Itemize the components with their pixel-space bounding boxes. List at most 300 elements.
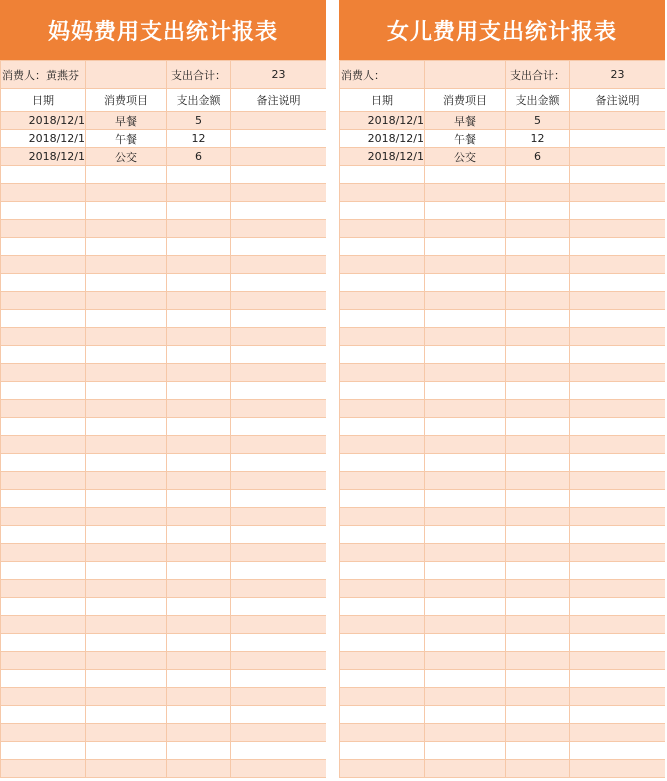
empty-cell[interactable] [167, 508, 231, 526]
empty-cell[interactable] [570, 364, 666, 382]
empty-cell[interactable] [167, 580, 231, 598]
empty-cell[interactable] [1, 292, 86, 310]
empty-cell[interactable] [231, 688, 327, 706]
empty-cell[interactable] [340, 544, 425, 562]
empty-cell[interactable] [1, 346, 86, 364]
empty-cell[interactable] [231, 508, 327, 526]
empty-cell[interactable] [167, 598, 231, 616]
empty-cell[interactable] [231, 670, 327, 688]
total-value-cell[interactable]: 23 [570, 61, 666, 89]
empty-cell[interactable] [231, 346, 327, 364]
empty-cell[interactable] [506, 562, 570, 580]
empty-cell[interactable] [506, 454, 570, 472]
empty-cell[interactable] [86, 562, 167, 580]
empty-cell[interactable] [167, 634, 231, 652]
consumer-cell[interactable]: 消费人： [340, 61, 425, 89]
empty-cell[interactable] [1, 364, 86, 382]
header-item[interactable]: 消费项目 [86, 89, 167, 112]
empty-cell[interactable] [506, 598, 570, 616]
empty-cell[interactable] [506, 220, 570, 238]
empty-cell[interactable] [86, 724, 167, 742]
empty-cell[interactable] [231, 724, 327, 742]
empty-cell[interactable] [167, 760, 231, 778]
empty-cell[interactable] [506, 544, 570, 562]
empty-cell[interactable] [425, 760, 506, 778]
empty-cell[interactable] [167, 724, 231, 742]
empty-cell[interactable] [425, 274, 506, 292]
empty-cell[interactable] [167, 670, 231, 688]
empty-cell[interactable] [570, 490, 666, 508]
empty-cell[interactable] [340, 508, 425, 526]
empty-cell[interactable] [86, 166, 167, 184]
empty-cell[interactable] [167, 526, 231, 544]
empty-cell[interactable] [570, 706, 666, 724]
empty-cell[interactable] [167, 238, 231, 256]
empty-cell[interactable] [570, 256, 666, 274]
empty-cell[interactable] [506, 490, 570, 508]
consumer-blank-cell[interactable] [425, 61, 506, 89]
empty-cell[interactable] [231, 760, 327, 778]
empty-cell[interactable] [570, 166, 666, 184]
empty-cell[interactable] [86, 652, 167, 670]
empty-cell[interactable] [425, 328, 506, 346]
empty-cell[interactable] [570, 598, 666, 616]
header-item[interactable]: 消费项目 [425, 89, 506, 112]
empty-cell[interactable] [340, 616, 425, 634]
empty-cell[interactable] [1, 184, 86, 202]
empty-cell[interactable] [86, 616, 167, 634]
consumer-cell[interactable]: 消费人：黄燕芬 [1, 61, 86, 89]
empty-cell[interactable] [167, 616, 231, 634]
empty-cell[interactable] [506, 346, 570, 364]
empty-cell[interactable] [1, 220, 86, 238]
empty-cell[interactable] [425, 490, 506, 508]
empty-cell[interactable] [340, 670, 425, 688]
empty-cell[interactable] [506, 364, 570, 382]
item-cell[interactable]: 公交 [425, 148, 506, 166]
empty-cell[interactable] [570, 328, 666, 346]
empty-cell[interactable] [340, 256, 425, 274]
empty-cell[interactable] [1, 400, 86, 418]
empty-cell[interactable] [1, 616, 86, 634]
empty-cell[interactable] [425, 166, 506, 184]
empty-cell[interactable] [506, 472, 570, 490]
empty-cell[interactable] [167, 256, 231, 274]
empty-cell[interactable] [86, 490, 167, 508]
note-cell[interactable] [231, 112, 327, 130]
empty-cell[interactable] [1, 724, 86, 742]
empty-cell[interactable] [86, 436, 167, 454]
empty-cell[interactable] [1, 382, 86, 400]
empty-cell[interactable] [425, 724, 506, 742]
empty-cell[interactable] [1, 472, 86, 490]
empty-cell[interactable] [340, 202, 425, 220]
empty-cell[interactable] [86, 526, 167, 544]
empty-cell[interactable] [86, 256, 167, 274]
empty-cell[interactable] [231, 472, 327, 490]
empty-cell[interactable] [425, 544, 506, 562]
empty-cell[interactable] [570, 418, 666, 436]
empty-cell[interactable] [570, 202, 666, 220]
empty-cell[interactable] [231, 652, 327, 670]
empty-cell[interactable] [167, 382, 231, 400]
empty-cell[interactable] [1, 544, 86, 562]
empty-cell[interactable] [570, 382, 666, 400]
empty-cell[interactable] [570, 274, 666, 292]
empty-cell[interactable] [340, 580, 425, 598]
empty-cell[interactable] [86, 364, 167, 382]
empty-cell[interactable] [231, 274, 327, 292]
empty-cell[interactable] [231, 598, 327, 616]
empty-cell[interactable] [570, 688, 666, 706]
empty-cell[interactable] [231, 238, 327, 256]
empty-cell[interactable] [86, 634, 167, 652]
empty-cell[interactable] [570, 436, 666, 454]
empty-cell[interactable] [506, 166, 570, 184]
empty-cell[interactable] [425, 706, 506, 724]
empty-cell[interactable] [231, 256, 327, 274]
empty-cell[interactable] [167, 688, 231, 706]
date-cell[interactable]: 2018/12/1 [1, 148, 86, 166]
empty-cell[interactable] [1, 652, 86, 670]
empty-cell[interactable] [425, 742, 506, 760]
empty-cell[interactable] [231, 616, 327, 634]
empty-cell[interactable] [570, 472, 666, 490]
empty-cell[interactable] [86, 580, 167, 598]
empty-cell[interactable] [231, 580, 327, 598]
amount-cell[interactable]: 12 [506, 130, 570, 148]
empty-cell[interactable] [340, 454, 425, 472]
date-cell[interactable]: 2018/12/1 [1, 130, 86, 148]
item-cell[interactable]: 午餐 [425, 130, 506, 148]
empty-cell[interactable] [570, 526, 666, 544]
empty-cell[interactable] [1, 418, 86, 436]
empty-cell[interactable] [506, 184, 570, 202]
empty-cell[interactable] [340, 328, 425, 346]
empty-cell[interactable] [425, 616, 506, 634]
empty-cell[interactable] [425, 472, 506, 490]
empty-cell[interactable] [425, 652, 506, 670]
empty-cell[interactable] [167, 562, 231, 580]
empty-cell[interactable] [340, 436, 425, 454]
empty-cell[interactable] [425, 598, 506, 616]
empty-cell[interactable] [340, 526, 425, 544]
empty-cell[interactable] [425, 634, 506, 652]
note-cell[interactable] [231, 130, 327, 148]
empty-cell[interactable] [340, 760, 425, 778]
empty-cell[interactable] [340, 274, 425, 292]
empty-cell[interactable] [425, 202, 506, 220]
empty-cell[interactable] [506, 634, 570, 652]
empty-cell[interactable] [1, 706, 86, 724]
empty-cell[interactable] [570, 652, 666, 670]
empty-cell[interactable] [570, 562, 666, 580]
empty-cell[interactable] [570, 238, 666, 256]
empty-cell[interactable] [506, 238, 570, 256]
empty-cell[interactable] [506, 616, 570, 634]
empty-cell[interactable] [506, 418, 570, 436]
empty-cell[interactable] [1, 688, 86, 706]
empty-cell[interactable] [570, 400, 666, 418]
empty-cell[interactable] [231, 310, 327, 328]
empty-cell[interactable] [570, 724, 666, 742]
date-cell[interactable]: 2018/12/1 [340, 130, 425, 148]
empty-cell[interactable] [1, 598, 86, 616]
empty-cell[interactable] [506, 508, 570, 526]
empty-cell[interactable] [1, 256, 86, 274]
empty-cell[interactable] [167, 742, 231, 760]
empty-cell[interactable] [340, 310, 425, 328]
empty-cell[interactable] [231, 562, 327, 580]
empty-cell[interactable] [231, 328, 327, 346]
empty-cell[interactable] [231, 292, 327, 310]
empty-cell[interactable] [340, 598, 425, 616]
amount-cell[interactable]: 5 [167, 112, 231, 130]
empty-cell[interactable] [425, 508, 506, 526]
empty-cell[interactable] [86, 202, 167, 220]
empty-cell[interactable] [167, 490, 231, 508]
empty-cell[interactable] [570, 616, 666, 634]
empty-cell[interactable] [425, 562, 506, 580]
empty-cell[interactable] [231, 436, 327, 454]
empty-cell[interactable] [167, 184, 231, 202]
empty-cell[interactable] [86, 706, 167, 724]
empty-cell[interactable] [506, 400, 570, 418]
empty-cell[interactable] [86, 382, 167, 400]
empty-cell[interactable] [1, 634, 86, 652]
empty-cell[interactable] [86, 670, 167, 688]
empty-cell[interactable] [340, 166, 425, 184]
amount-cell[interactable]: 5 [506, 112, 570, 130]
note-cell[interactable] [570, 148, 666, 166]
empty-cell[interactable] [506, 652, 570, 670]
empty-cell[interactable] [340, 490, 425, 508]
empty-cell[interactable] [167, 400, 231, 418]
empty-cell[interactable] [1, 166, 86, 184]
empty-cell[interactable] [340, 706, 425, 724]
empty-cell[interactable] [167, 418, 231, 436]
note-cell[interactable] [231, 148, 327, 166]
empty-cell[interactable] [570, 670, 666, 688]
empty-cell[interactable] [506, 580, 570, 598]
amount-cell[interactable]: 12 [167, 130, 231, 148]
empty-cell[interactable] [506, 328, 570, 346]
empty-cell[interactable] [86, 544, 167, 562]
empty-cell[interactable] [506, 526, 570, 544]
empty-cell[interactable] [425, 688, 506, 706]
empty-cell[interactable] [86, 688, 167, 706]
empty-cell[interactable] [167, 346, 231, 364]
empty-cell[interactable] [506, 706, 570, 724]
item-cell[interactable]: 午餐 [86, 130, 167, 148]
empty-cell[interactable] [425, 238, 506, 256]
empty-cell[interactable] [340, 724, 425, 742]
empty-cell[interactable] [167, 166, 231, 184]
empty-cell[interactable] [86, 598, 167, 616]
empty-cell[interactable] [340, 346, 425, 364]
amount-cell[interactable]: 6 [167, 148, 231, 166]
empty-cell[interactable] [231, 526, 327, 544]
empty-cell[interactable] [231, 490, 327, 508]
consumer-blank-cell[interactable] [86, 61, 167, 89]
empty-cell[interactable] [231, 364, 327, 382]
empty-cell[interactable] [1, 328, 86, 346]
empty-cell[interactable] [340, 562, 425, 580]
empty-cell[interactable] [86, 418, 167, 436]
empty-cell[interactable] [340, 688, 425, 706]
empty-cell[interactable] [340, 184, 425, 202]
empty-cell[interactable] [570, 634, 666, 652]
empty-cell[interactable] [506, 436, 570, 454]
empty-cell[interactable] [167, 436, 231, 454]
empty-cell[interactable] [167, 292, 231, 310]
empty-cell[interactable] [167, 328, 231, 346]
empty-cell[interactable] [231, 184, 327, 202]
empty-cell[interactable] [506, 274, 570, 292]
empty-cell[interactable] [506, 670, 570, 688]
empty-cell[interactable] [1, 760, 86, 778]
empty-cell[interactable] [231, 220, 327, 238]
empty-cell[interactable] [167, 310, 231, 328]
empty-cell[interactable] [231, 418, 327, 436]
empty-cell[interactable] [86, 472, 167, 490]
date-cell[interactable]: 2018/12/1 [340, 112, 425, 130]
empty-cell[interactable] [340, 400, 425, 418]
empty-cell[interactable] [570, 292, 666, 310]
empty-cell[interactable] [425, 184, 506, 202]
header-amount[interactable]: 支出金额 [506, 89, 570, 112]
empty-cell[interactable] [231, 544, 327, 562]
empty-cell[interactable] [1, 238, 86, 256]
empty-cell[interactable] [86, 220, 167, 238]
empty-cell[interactable] [1, 436, 86, 454]
item-cell[interactable]: 早餐 [86, 112, 167, 130]
empty-cell[interactable] [425, 418, 506, 436]
empty-cell[interactable] [425, 292, 506, 310]
empty-cell[interactable] [231, 400, 327, 418]
total-label-cell[interactable]: 支出合计： [506, 61, 570, 89]
empty-cell[interactable] [167, 652, 231, 670]
empty-cell[interactable] [340, 634, 425, 652]
empty-cell[interactable] [86, 508, 167, 526]
empty-cell[interactable] [340, 220, 425, 238]
empty-cell[interactable] [570, 346, 666, 364]
header-note[interactable]: 备注说明 [231, 89, 327, 112]
empty-cell[interactable] [1, 670, 86, 688]
empty-cell[interactable] [86, 328, 167, 346]
empty-cell[interactable] [340, 472, 425, 490]
empty-cell[interactable] [1, 508, 86, 526]
empty-cell[interactable] [86, 238, 167, 256]
empty-cell[interactable] [167, 274, 231, 292]
empty-cell[interactable] [86, 184, 167, 202]
date-cell[interactable]: 2018/12/1 [1, 112, 86, 130]
empty-cell[interactable] [570, 544, 666, 562]
empty-cell[interactable] [167, 202, 231, 220]
empty-cell[interactable] [570, 310, 666, 328]
empty-cell[interactable] [506, 724, 570, 742]
empty-cell[interactable] [231, 454, 327, 472]
empty-cell[interactable] [1, 490, 86, 508]
empty-cell[interactable] [570, 454, 666, 472]
empty-cell[interactable] [425, 436, 506, 454]
empty-cell[interactable] [1, 202, 86, 220]
empty-cell[interactable] [425, 382, 506, 400]
empty-cell[interactable] [340, 382, 425, 400]
empty-cell[interactable] [506, 382, 570, 400]
empty-cell[interactable] [231, 706, 327, 724]
note-cell[interactable] [570, 130, 666, 148]
date-cell[interactable]: 2018/12/1 [340, 148, 425, 166]
item-cell[interactable]: 早餐 [425, 112, 506, 130]
header-note[interactable]: 备注说明 [570, 89, 666, 112]
empty-cell[interactable] [506, 760, 570, 778]
empty-cell[interactable] [86, 400, 167, 418]
total-label-cell[interactable]: 支出合计： [167, 61, 231, 89]
empty-cell[interactable] [506, 310, 570, 328]
empty-cell[interactable] [506, 688, 570, 706]
empty-cell[interactable] [1, 580, 86, 598]
empty-cell[interactable] [570, 220, 666, 238]
empty-cell[interactable] [86, 274, 167, 292]
empty-cell[interactable] [425, 256, 506, 274]
empty-cell[interactable] [1, 562, 86, 580]
empty-cell[interactable] [167, 544, 231, 562]
empty-cell[interactable] [167, 364, 231, 382]
empty-cell[interactable] [570, 760, 666, 778]
empty-cell[interactable] [570, 508, 666, 526]
empty-cell[interactable] [167, 706, 231, 724]
empty-cell[interactable] [1, 742, 86, 760]
empty-cell[interactable] [425, 310, 506, 328]
amount-cell[interactable]: 6 [506, 148, 570, 166]
empty-cell[interactable] [86, 346, 167, 364]
empty-cell[interactable] [425, 364, 506, 382]
empty-cell[interactable] [86, 454, 167, 472]
empty-cell[interactable] [340, 742, 425, 760]
empty-cell[interactable] [506, 292, 570, 310]
empty-cell[interactable] [506, 742, 570, 760]
empty-cell[interactable] [425, 220, 506, 238]
empty-cell[interactable] [167, 220, 231, 238]
header-date[interactable]: 日期 [1, 89, 86, 112]
total-value-cell[interactable]: 23 [231, 61, 327, 89]
empty-cell[interactable] [570, 580, 666, 598]
empty-cell[interactable] [340, 418, 425, 436]
empty-cell[interactable] [425, 580, 506, 598]
empty-cell[interactable] [340, 292, 425, 310]
empty-cell[interactable] [425, 670, 506, 688]
empty-cell[interactable] [425, 526, 506, 544]
empty-cell[interactable] [1, 454, 86, 472]
empty-cell[interactable] [570, 742, 666, 760]
note-cell[interactable] [570, 112, 666, 130]
empty-cell[interactable] [425, 454, 506, 472]
header-date[interactable]: 日期 [340, 89, 425, 112]
empty-cell[interactable] [231, 634, 327, 652]
empty-cell[interactable] [340, 238, 425, 256]
empty-cell[interactable] [231, 202, 327, 220]
empty-cell[interactable] [231, 742, 327, 760]
empty-cell[interactable] [231, 166, 327, 184]
empty-cell[interactable] [570, 184, 666, 202]
empty-cell[interactable] [231, 382, 327, 400]
empty-cell[interactable] [86, 760, 167, 778]
empty-cell[interactable] [425, 400, 506, 418]
empty-cell[interactable] [506, 202, 570, 220]
empty-cell[interactable] [167, 454, 231, 472]
empty-cell[interactable] [340, 652, 425, 670]
